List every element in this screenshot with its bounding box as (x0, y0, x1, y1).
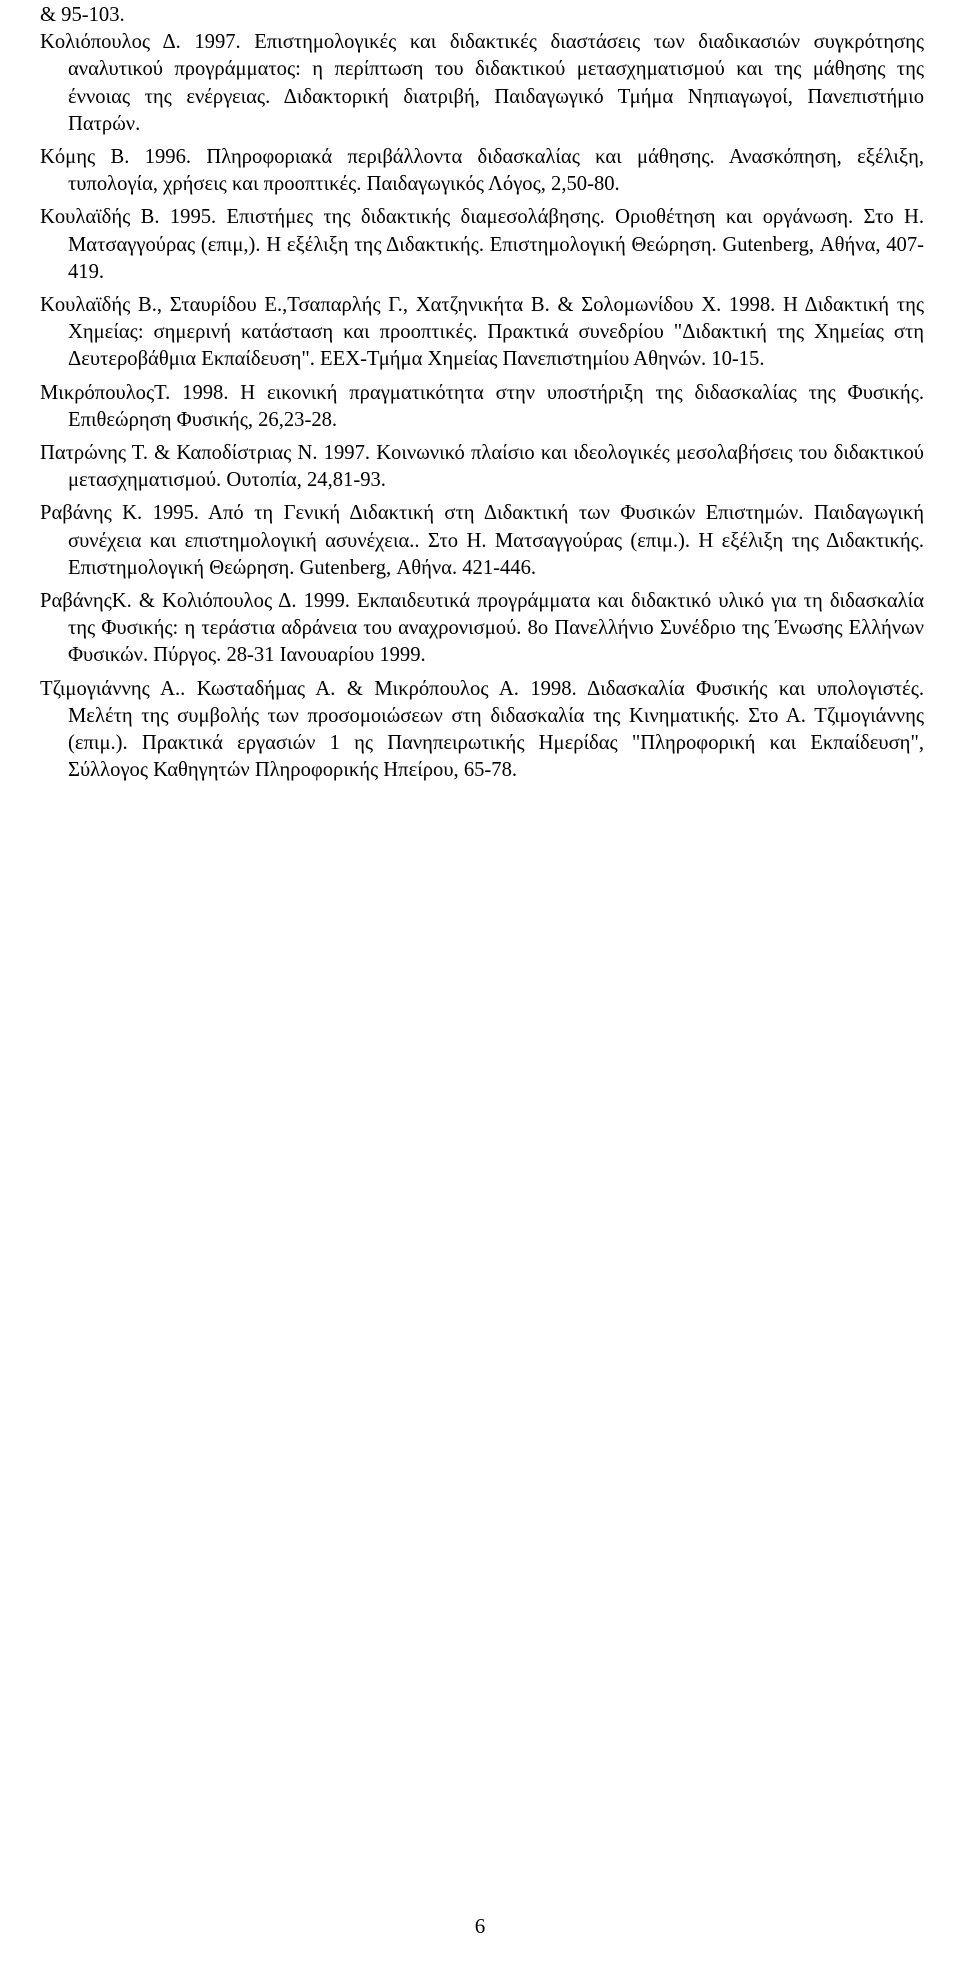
reference-entry: Κουλαϊδής Β., Σταυρίδου Ε.,Τσαπαρλής Γ., Χατζηνικήτα Β. & Σολομωνίδου Χ. 1998. Η Διδακτική της Χημείας: σημερινή κατάσταση και προοπτικές. Πρακτικά συνεδρίου "Διδακτική της Χημείας στη Δευτεροβάθμια Εκπαίδευση". ΕΕΧ-Τμήμα Χημείας Πανεπιστημίου Αθηνών. 10-15. (40, 294, 924, 371)
reference-entry: Τζιμογιάννης Α.. Κωσταδήμας Α. & Μικρόπουλος Α. 1998. Διδασκαλία Φυσικής και υπολογιστές. Μελέτη της συμβολής των προσομοιώσεων στη διδασκαλία της Κινηματικής. Στο Α. Τζιμογιάννης (επιμ.). Πρακτικά εργασιών 1 ης Πανηπειρωτικής Ημερίδας "Πληροφορική και Εκπαίδευση", Σύλλογος Καθηγητών Πληροφορικής Ηπείρου, 65-78. (40, 677, 924, 782)
reference-entry: Πατρώνης Τ. & Καποδίστριας Ν. 1997. Κοινωνικό πλαίσιο και ιδεολογικές μεσολαβήσεις του διδακτικού μετασχηματισμού. Ουτοπία, 24,81-93. (40, 442, 924, 492)
reference-entry: Κολιόπουλος Δ. 1997. Επιστημολογικές και διδακτικές διαστάσεις των διαδικασιών συγκρότησης αναλυτικού προγράμματος: η περίπτωση του διδακτικού μετασχηματισμού και της μάθησης της έννοιας της ενέργειας. Διδακτορική διατριβή, Παιδαγωγικό Τμήμα Νηπιαγωγοί, Πανεπιστήμιο Πατρών. (40, 31, 924, 135)
reference-entry: Κόμης Β. 1996. Πληροφοριακά περιβάλλοντα διδασκαλίας και μάθησης. Ανασκόπηση, εξέλιξη, τυπολογία, χρήσεις και προοπτικές. Παιδαγωγικός Λόγος, 2,50-80. (40, 146, 924, 196)
reference-entry: ΡαβάνηςΚ. & Κολιόπουλος Δ. 1999. Εκπαιδευτικά προγράμματα και διδακτικό υλικό για τη διδασκαλία της Φυσικής: η τεράστια αδράνεια του αναχρονισμού. 8ο Πανελλήνιο Συνέδριο της Ένωσης Ελλήνων Φυσικών. Πύργος. 28-31 Ιανουαρίου 1999. (40, 590, 924, 667)
reference-entry: & 95-103. (40, 4, 125, 26)
reference-entry: Κουλαϊδής Β. 1995. Επιστήμες της διδακτικής διαμεσολάβησης. Οριοθέτηση και οργάνωση. Στο Η. Ματσαγγούρας (επιμ,). Η εξέλιξη της Διδακτικής. Επιστημολογική Θεώρηση. Gutenberg, Αθήνα, 407-419. (40, 206, 924, 283)
reference-list (40, 2, 924, 790)
page-number: 6 (474, 1914, 486, 1938)
reference-entry: ΜικρόπουλοςΤ. 1998. Η εικονική πραγματικότητα στην υποστήριξη της διδασκαλίας της Φυσικής. Επιθεώρηση Φυσικής, 26,23-28. (40, 381, 924, 431)
reference-entry: Ραβάνης Κ. 1995. Από τη Γενική Διδακτική στη Διδακτική των Φυσικών Επιστημών. Παιδαγωγική συνέχεια και επιστημολογική ασυνέχεια.. Στο Η. Ματσαγγούρας (επιμ.). Η εξέλιξη της Διδακτικής. Επιστημολογική Θεώρηση. Gutenberg, Αθήνα. 421-446. (40, 502, 924, 579)
